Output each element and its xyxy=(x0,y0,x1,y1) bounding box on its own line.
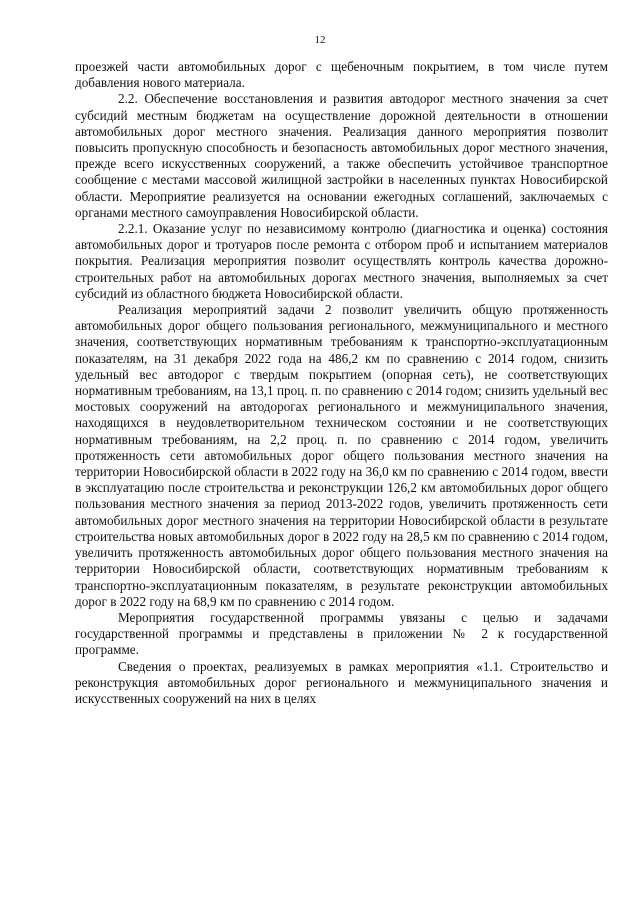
paragraph-2-2: 2.2. Обеспечение восстановления и развития автодорог местного значения за счет субсидий местным бюджетам на осуществление дорожной деятельности в отношении автомобильных дорог местного значения. Реализация данного мероприятия позволит повысить пропускную способность и безопасность автомобильных дорог местного значения, прежде всего искусственных сооружений, а также обеспечить устойчивое транспортное сообщение с местами массовой жилищной застройки в населенных пунктах Новосибирской области. Мероприятие реализуется на основании ежегодных соглашений, заключаемых с органами местного самоуправления Новосибирской области. xyxy=(75,91,608,220)
paragraph-task-2-results: Реализация мероприятий задачи 2 позволит увеличить общую протяженность автомобильных дорог общего пользования регионального, межмуниципального и местного значения, соответствующих нормативным требованиям к транспортно-эксплуатационным показателям, на 31 декабря 2022 года на 486,2 км по сравнению с 2014 годом, снизить удельный вес автодорог с твердым покрытием (опорная сеть), не соответствующих нормативным требованиям, на 13,1 проц. п. по сравнению с 2014 годом; снизить удельный вес мостовых сооружений на автодорогах регионального и межмуниципального значения, находящихся в неудовлетворительном техническом состоянии и не соответствующих нормативным требованиям, на 2,2 проц. п. по сравнению с 2014 годом, увеличить протяженность сети автомобильных дорог общего пользования местного значения на территории Новосибирской области в 2022 году на 36,0 км по сравнению с 2014 годом, ввести в эксплуатацию после строительства и реконструкции 126,2 км автомобильных дорог общего пользования местного значения за период 2013-2022 годов, увеличить протяженность сети автомобильных дорог местного значения на территории Новосибирской области в результате строительства новых автомобильных дорог в 2022 году на 28,5 км по сравнению с 2014 годом, увеличить протяженность автомобильных дорог общего пользования местного значения на территории Новосибирской области, соответствующих нормативным требованиям к транспортно-эксплуатационным показателям, в результате реконструкции автомобильных дорог в 2022 году на 68,9 км по сравнению с 2014 годом. xyxy=(75,302,608,609)
page-number: 12 xyxy=(314,34,326,46)
paragraph-2-2-1: 2.2.1. Оказание услуг по независимому контролю (диагностика и оценка) состояния автомобильных дорог и тротуаров после ремонта с отбором проб и испытанием материалов покрытия. Реализация мероприятия позволит осуществлять контроль качества дорожно-строительных работ на автомобильных дорогах местного значения, выполняемых за счет субсидий из областного бюджета Новосибирской области. xyxy=(75,221,608,301)
document-body xyxy=(75,59,608,707)
paragraph-program-measures: Мероприятия государственной программы увязаны с целью и задачами государственной программы и представлены в приложении № 2 к государственной программе. xyxy=(75,609,608,658)
paragraph-continuation: проезжей части автомобильных дорог с щебеночным покрытием, в том числе путем добавления нового материала. xyxy=(75,59,608,91)
paragraph-projects-info: Сведения о проектах, реализуемых в рамках мероприятия «1.1. Строительство и реконструкция автомобильных дорог регионального и межмуниципального значения и искусственных сооружений на них в целях xyxy=(75,658,608,706)
